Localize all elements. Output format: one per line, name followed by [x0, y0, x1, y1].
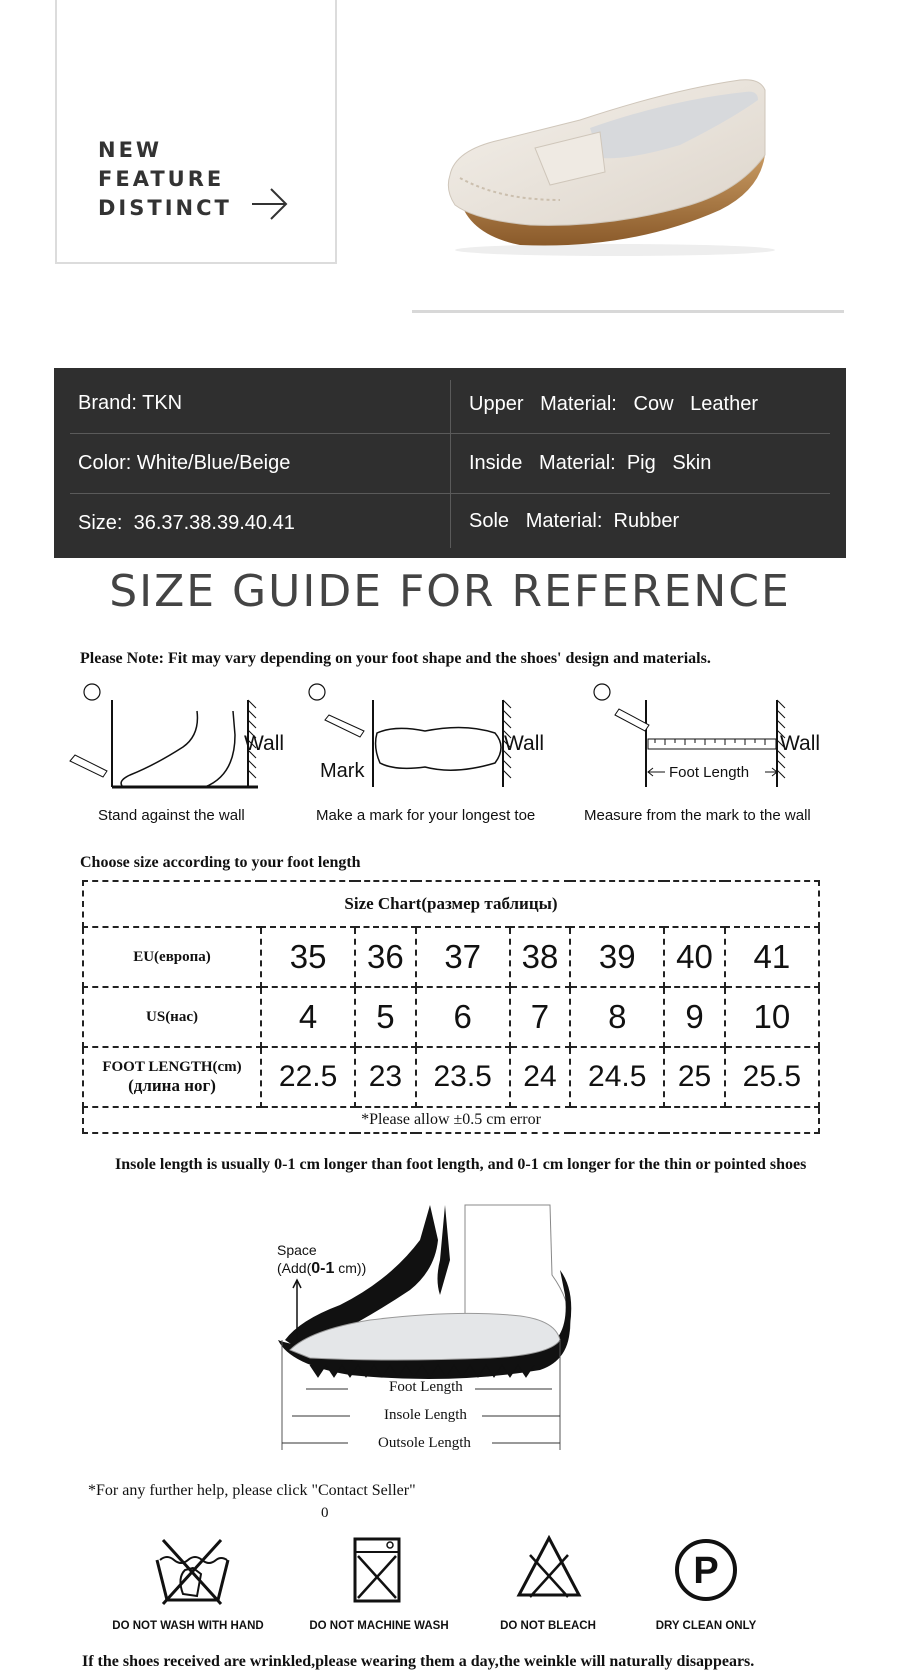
stray-zero: 0: [321, 1505, 329, 1521]
spec-table: [54, 368, 846, 558]
foot-cell: 23: [355, 1047, 415, 1107]
foot-length-label: [83, 1047, 261, 1107]
eu-cell: 35: [261, 927, 355, 987]
eu-cell: 40: [664, 927, 724, 987]
spec-sole: Sole Material: Rubber: [469, 510, 680, 532]
eu-label: EU(европа): [83, 927, 261, 987]
us-cell: 10: [725, 987, 819, 1047]
eu-cell: 38: [510, 927, 570, 987]
choose-size-heading: Choose size according to your foot length: [80, 854, 361, 871]
spec-divider-1: [70, 433, 830, 434]
step-caption-1: Stand against the wall: [98, 807, 245, 824]
care-label-dry-clean: DRY CLEAN ONLY: [655, 1620, 757, 1632]
foot-length-label-step3: Foot Length: [669, 764, 750, 781]
feature-line-new: NEW: [98, 138, 163, 162]
foot-length-label-ru: (длина ног): [128, 1075, 216, 1095]
foot-cell: 22.5: [261, 1047, 355, 1107]
foot-cell: 24: [510, 1047, 570, 1107]
care-label-machine-wash: DO NOT MACHINE WASH: [309, 1620, 449, 1632]
eu-cell: 39: [570, 927, 664, 987]
wall-label-2: Wall: [504, 732, 545, 755]
us-cell: 7: [510, 987, 570, 1047]
space-label: Space: [277, 1242, 317, 1258]
foot-cell: 23.5: [416, 1047, 510, 1107]
us-label: US(нас): [83, 987, 261, 1047]
contact-seller-note[interactable]: *For any further help, please click "Contact Seller": [88, 1482, 416, 1499]
arrow-right-icon[interactable]: [250, 186, 290, 222]
eu-cell: 41: [725, 927, 819, 987]
no-hand-wash-icon: [155, 1538, 230, 1608]
care-label-hand-wash: DO NOT WASH WITH HAND: [112, 1620, 264, 1632]
mark-label: Mark: [320, 760, 365, 782]
hero-divider: [412, 310, 844, 313]
foot-cell: 25.5: [725, 1047, 819, 1107]
spec-color: Color: White/Blue/Beige: [78, 452, 291, 474]
foot-cell: 24.5: [570, 1047, 664, 1107]
eu-cell: 37: [416, 927, 510, 987]
measure-steps-illustration: [55, 675, 855, 800]
loafer-shoe-image: [440, 60, 780, 260]
insole-note: Insole length is usually 0-1 cm longer than foot length, and 0-1 cm longer for the thin or pointed shoes: [115, 1156, 807, 1173]
feature-box[interactable]: [55, 0, 337, 264]
insole-length-label: Insole Length: [384, 1407, 467, 1423]
eu-cell: 36: [355, 927, 415, 987]
outsole-length-label: Outsole Length: [378, 1435, 471, 1451]
wrinkle-note: If the shoes received are wrinkled,please wearing them a day,the weinkle will naturally disappears.: [82, 1653, 755, 1670]
foot-length-row: [83, 1047, 819, 1107]
spec-divider-2: [70, 493, 830, 494]
step-caption-3: Measure from the mark to the wall: [584, 807, 811, 824]
spec-upper: Upper Material: Cow Leather: [469, 393, 759, 415]
dry-clean-icon: [673, 1537, 739, 1603]
feature-line-feature: FEATURE: [98, 167, 225, 191]
us-row: [83, 987, 819, 1047]
feature-text: [98, 136, 232, 223]
size-guide-title: SIZE GUIDE FOR REFERENCE: [109, 566, 791, 617]
spec-brand: Brand: TKN: [78, 392, 183, 414]
spec-size: Size: 36.37.38.39.40.41: [78, 512, 295, 534]
step-caption-2: Make a mark for your longest toe: [316, 807, 536, 824]
feature-line-distinct: DISTINCT: [98, 196, 232, 220]
wall-label-3: Wall: [780, 732, 821, 755]
wall-label-1: Wall: [244, 732, 285, 755]
add-space-label: (Add(0-1 cm)): [277, 1260, 367, 1277]
us-cell: 6: [416, 987, 510, 1047]
svg-text:P: P: [693, 1550, 719, 1592]
fit-note: Please Note: Fit may vary depending on your foot shape and the shoes' design and materials.: [80, 650, 711, 667]
us-cell: 8: [570, 987, 664, 1047]
no-machine-wash-icon: [352, 1536, 402, 1604]
care-label-bleach: DO NOT BLEACH: [500, 1620, 596, 1632]
spec-inside: Inside Material: Pig Skin: [469, 452, 712, 474]
foot-cell: 25: [664, 1047, 724, 1107]
spec-divider-vertical: [450, 380, 451, 548]
size-error-note: *Please allow ±0.5 cm error: [83, 1107, 819, 1133]
foot-length-label-en: FOOT LENGTH(cm): [102, 1058, 242, 1075]
us-cell: 4: [261, 987, 355, 1047]
size-chart: [82, 880, 820, 1132]
us-cell: 5: [355, 987, 415, 1047]
foot-length-diagram-label: Foot Length: [389, 1379, 463, 1395]
no-bleach-icon: [516, 1535, 582, 1601]
size-chart-title: Size Chart(размер таблицы): [83, 881, 819, 927]
eu-row: [83, 927, 819, 987]
us-cell: 9: [664, 987, 724, 1047]
